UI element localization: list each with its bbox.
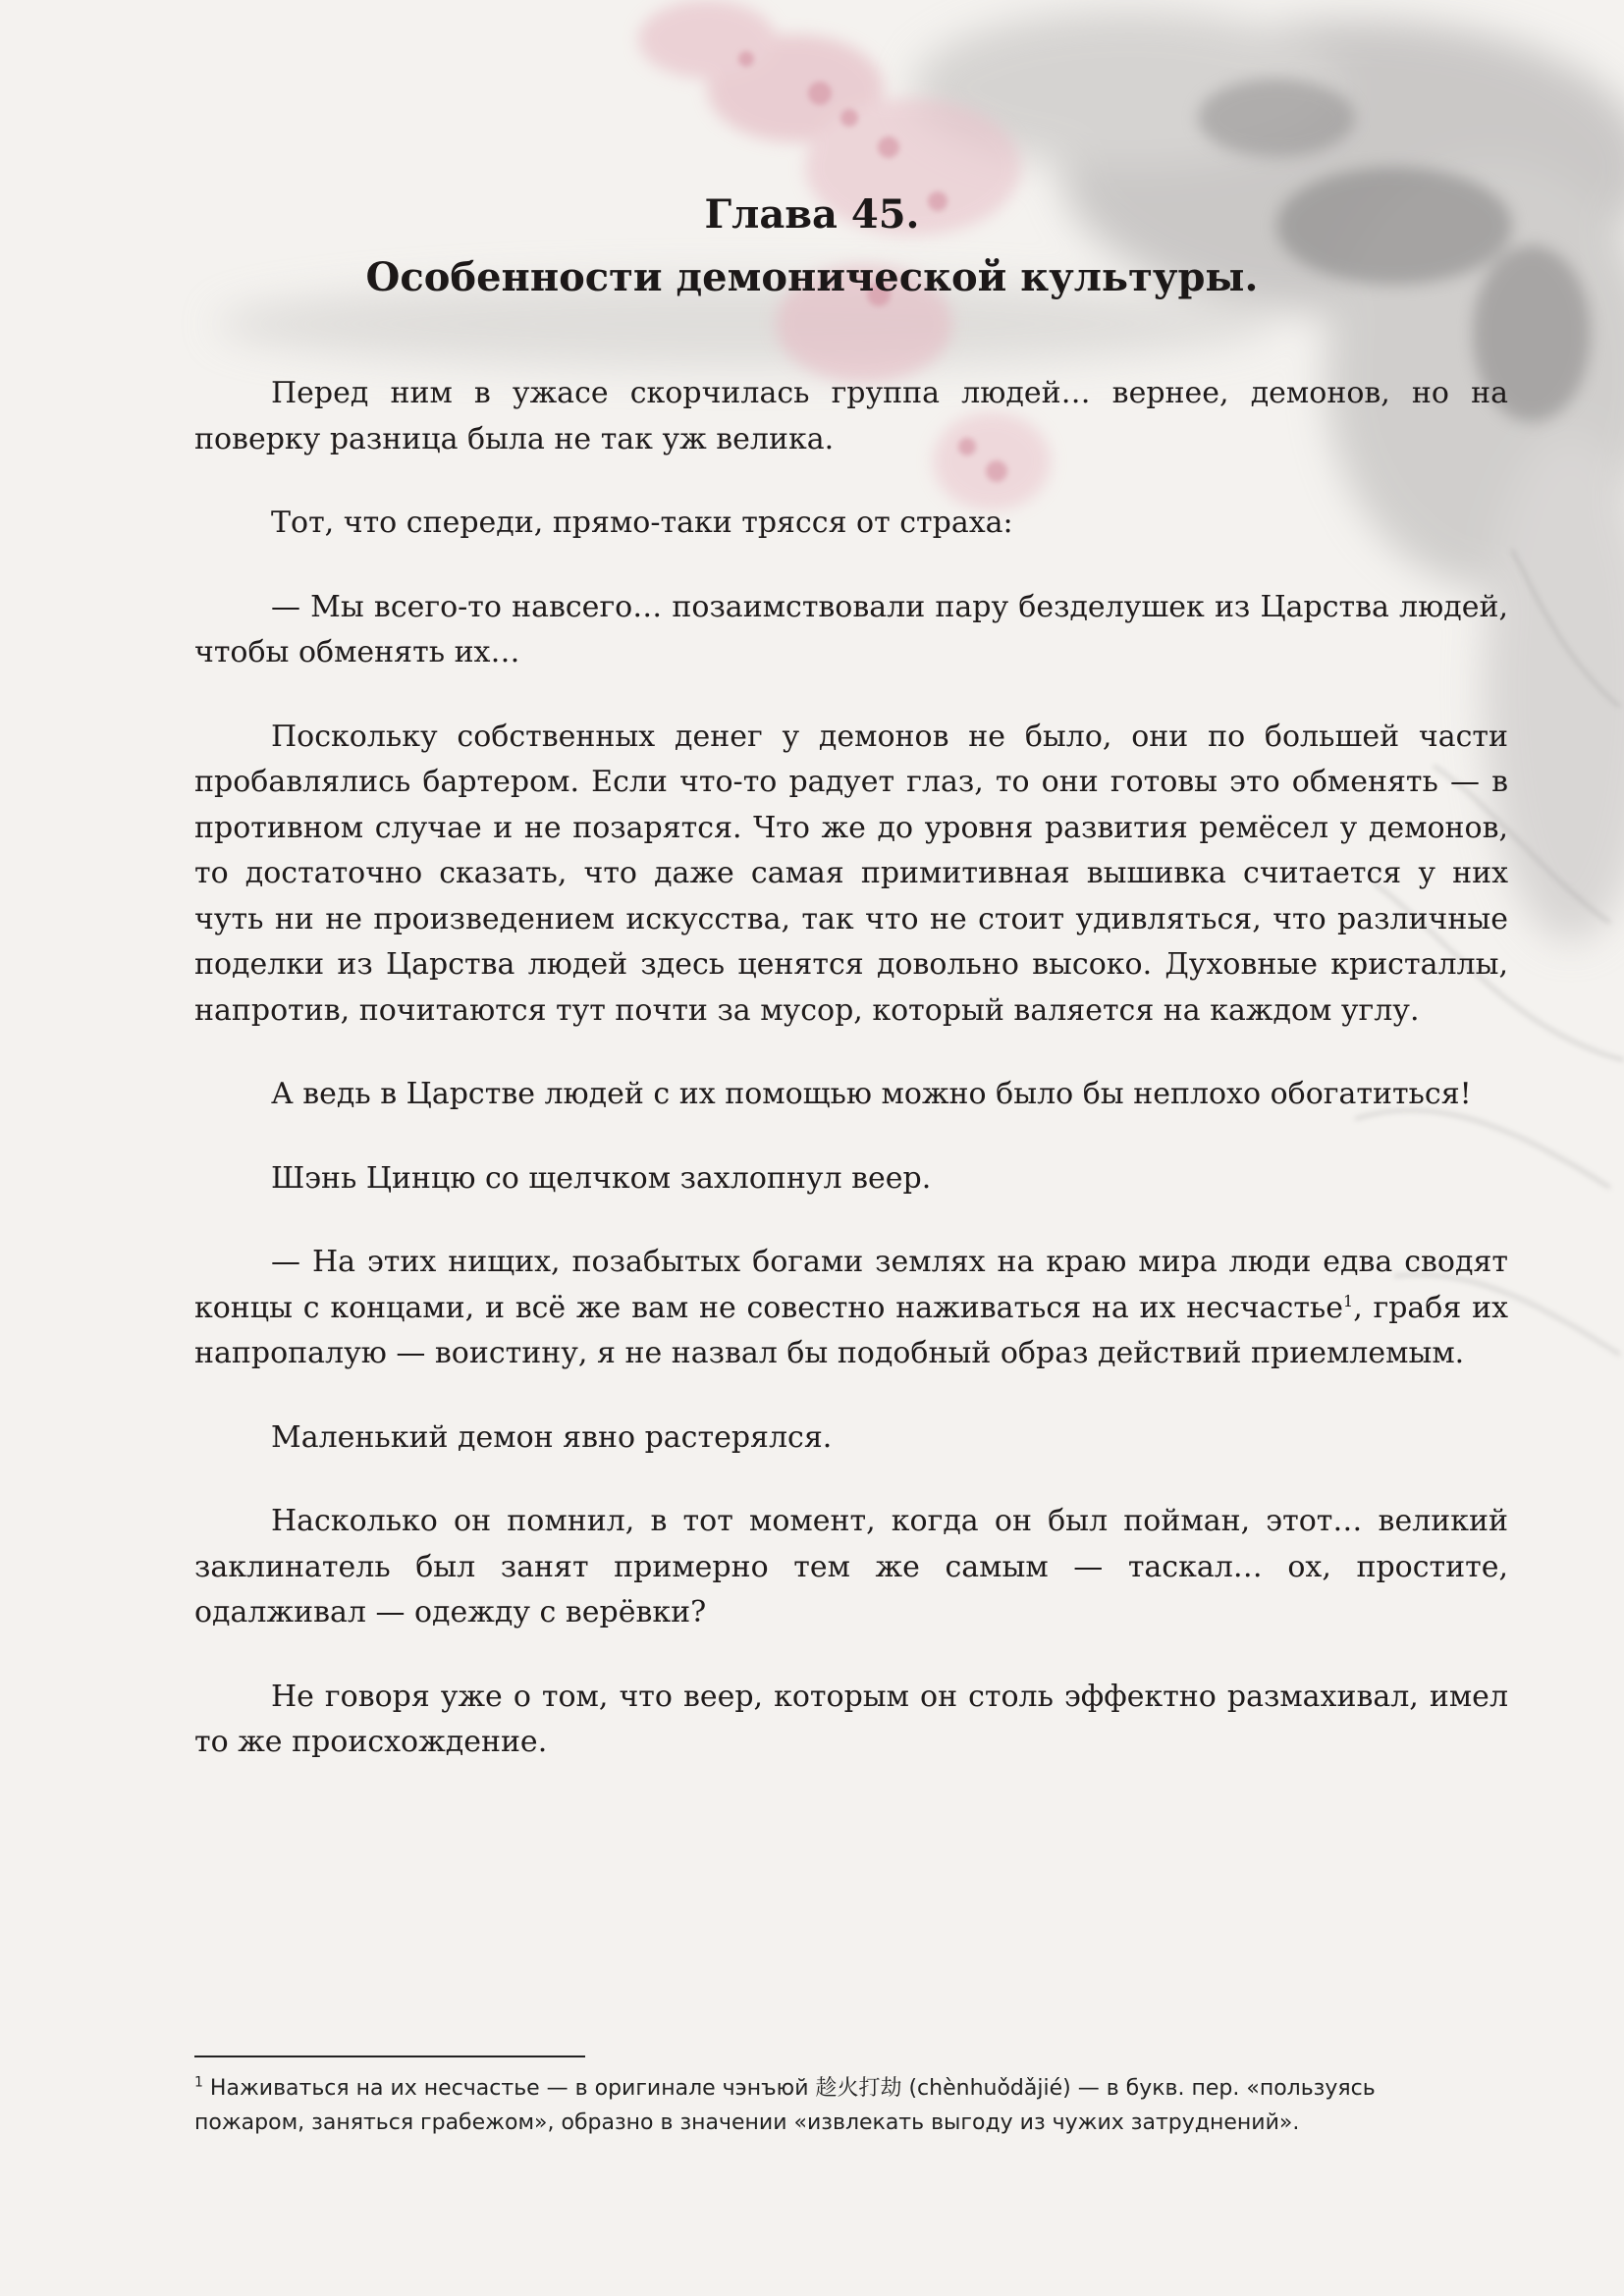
paragraph: Маленький демон явно растерялся. xyxy=(271,1419,833,1455)
footnote xyxy=(194,2071,1471,2140)
paragraph-text-before-ref: — На этих нищих, позабытых богами землях на краю мира люди едва сводят концы с концами, и всё же вам не совестно наживаться на их несчастье xyxy=(194,1245,1508,1325)
paragraph-text-after-ref: , грабя их напропалую — воистину, я не назвал бы подобный образ действий приемлемым. xyxy=(194,1290,1508,1370)
paragraph: Тот, что спереди, прямо-таки трясся от страха: xyxy=(271,506,1013,540)
paragraph: Шэнь Цинцю со щелчком захлопнул веер. xyxy=(271,1160,932,1196)
chapter-title xyxy=(0,184,1624,309)
footnote-separator xyxy=(194,2056,585,2057)
chapter-name: Особенности демонической культуры. xyxy=(365,253,1259,300)
footnote-reference[interactable]: 1 xyxy=(1343,1291,1354,1310)
paragraph: — Мы всего-то навсего… позаимствовали пару безделушек из Царства людей, чтобы обменять их… xyxy=(194,589,1508,669)
footnote-number: 1 xyxy=(194,2074,203,2091)
paragraph: Поскольку собственных денег у демонов не было, они по большей части пробавлялись бартером. Если что-то радует глаз, то они готовы это обменять — в противном случае и не позарятся. Что же до уровня развития ремёсел у демонов, то достаточно сказать, что даже самая примитивная вышивка считается у них чуть ни не произведением искусства, так что не стоит удивляться, что различные поделки из Царства людей здесь ценятся довольно высоко. Духовные кристаллы, напротив, почитаются тут почти за мусор, который валяется на каждом углу. xyxy=(194,719,1508,1028)
paragraph: Перед ним в ужасе скорчилась группа людей… вернее, демонов, но на поверку разница была не так уж велика. xyxy=(194,376,1508,456)
chapter-body xyxy=(194,371,1508,1804)
paragraph-with-footnote xyxy=(194,1240,1508,1377)
chapter-number: Глава 45. xyxy=(704,190,920,238)
paragraph: Насколько он помнил, в тот момент, когда он был пойман, этот… великий заклинатель был занят примерно тем же самым — таскал… ох, простите, одалживал — одежду с верёвки? xyxy=(194,1504,1508,1629)
paragraph: Не говоря уже о том, что веер, которым он столь эффектно размахивал, имел то же происхождение. xyxy=(194,1679,1508,1759)
paragraph: А ведь в Царстве людей с их помощью можно было бы неплохо обогатиться! xyxy=(271,1077,1472,1111)
footnote-text: Наживаться на их несчастье — в оригинале чэнъюй 趁火打劫 (chènhuǒdǎjié) — в букв. пер. «пользуясь пожаром, заняться грабежом», образно в значении «извлекать выгоду из чужих затруднений». xyxy=(194,2076,1376,2135)
